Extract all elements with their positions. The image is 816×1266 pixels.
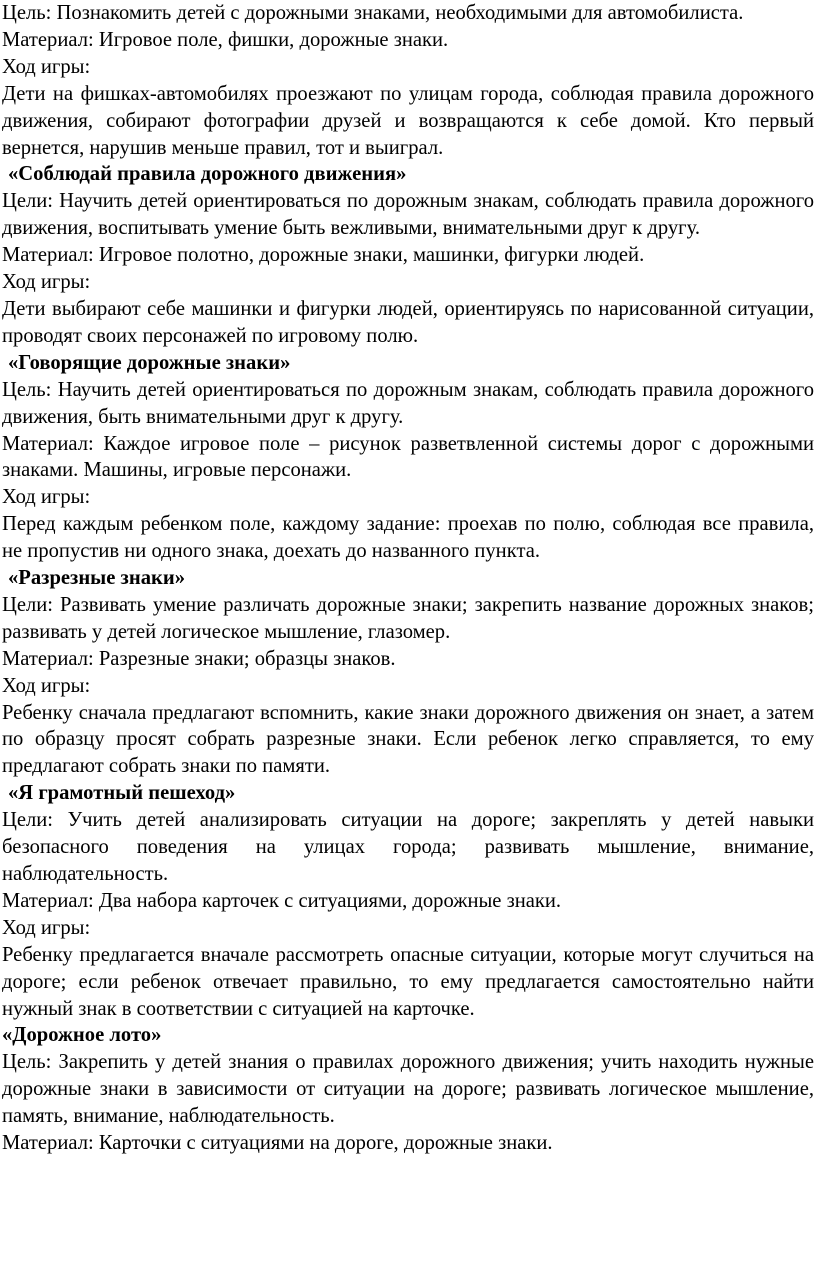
paragraph: Цели: Развивать умение различать дорожные знаки; закрепить название дорожных знаков; развивать у детей логическое мышление, глазомер. (2, 593, 814, 643)
paragraph: Материал: Каждое игровое поле – рисунок разветвленной системы дорог с дорожными знаками. Машины, игровые персонажи. (2, 432, 814, 482)
game-title: «Соблюдай правила дорожного движения» (8, 163, 407, 186)
paragraph: Материал: Разрезные знаки; образцы знаков. (2, 647, 396, 670)
game-title: «Разрезные знаки» (8, 567, 186, 590)
paragraph: Ход игры: (2, 486, 91, 509)
paragraph: Цели: Научить детей ориентироваться по дорожным знакам, соблюдать правила дорожного движения, воспитывать умение быть вежливыми, внимательными друг к другу. (2, 190, 814, 240)
paragraph: Цель: Закрепить у детей знания о правилах дорожного движения; учить находить нужные дорожные знаки в зависимости от ситуации на дороге; развивать логическое мышление, память, внимание, наблюдательность. (2, 1051, 814, 1128)
paragraph: Цели: Учить детей анализировать ситуации на дороге; закреплять у детей навыки безопасного поведения на улицах города; развивать мышление, внимание, наблюдательность. (2, 809, 814, 885)
paragraph: Ход игры: (2, 271, 91, 294)
paragraph: Дети на фишках-автомобилях проезжают по улицам города, соблюдая правила дорожного движения, собирают фотографии друзей и возвращаются к себе домой. Кто первый вернется, нарушив меньше правил, тот и выиграл. (2, 82, 814, 159)
paragraph: Цель: Познакомить детей с дорожными знаками, необходимыми для автомобилиста. (2, 2, 744, 24)
paragraph: Ход игры: (2, 674, 91, 697)
paragraph: Ход игры: (2, 55, 91, 78)
paragraph: Материал: Игровое поле, фишки, дорожные знаки. (2, 28, 449, 51)
game-title: «Дорожное лото» (2, 1024, 162, 1047)
paragraph: Материал: Два набора карточек с ситуациями, дорожные знаки. (2, 889, 562, 912)
paragraph: Перед каждым ребенком поле, каждому задание: проехав по полю, соблюдая все правила, не пропустив ни одного знака, доехать до названного пункта. (2, 513, 814, 563)
paragraph: Ребенку сначала предлагают вспомнить, какие знаки дорожного движения он знает, а затем по образцу просят собрать разрезные знаки. Если ребенок легко справляется, то ему предлагают собрать знаки по памяти. (2, 701, 814, 778)
paragraph: Ребенку предлагается вначале рассмотреть опасные ситуации, которые могут случиться на дороге; если ребенок отвечает правильно, то ему предлагается самостоятельно найти нужный знак в соответствии с ситуацией на карточке. (2, 943, 814, 1020)
paragraph: Материал: Карточки с ситуациями на дороге, дорожные знаки. (2, 1132, 553, 1155)
paragraph: Ход игры: (2, 916, 91, 939)
paragraph: Дети выбирают себе машинки и фигурки людей, ориентируясь по нарисованной ситуации, проводят своих персонажей по игровому полю. (2, 297, 814, 347)
game-title: «Говорящие дорожные знаки» (8, 351, 291, 374)
game-title: «Я грамотный пешеход» (8, 782, 236, 805)
paragraph: Материал: Игровое полотно, дорожные знаки, машинки, фигурки людей. (2, 244, 645, 267)
paragraph: Цель: Научить детей ориентироваться по дорожным знакам, соблюдать правила дорожного движения, быть внимательными друг к другу. (2, 378, 814, 428)
